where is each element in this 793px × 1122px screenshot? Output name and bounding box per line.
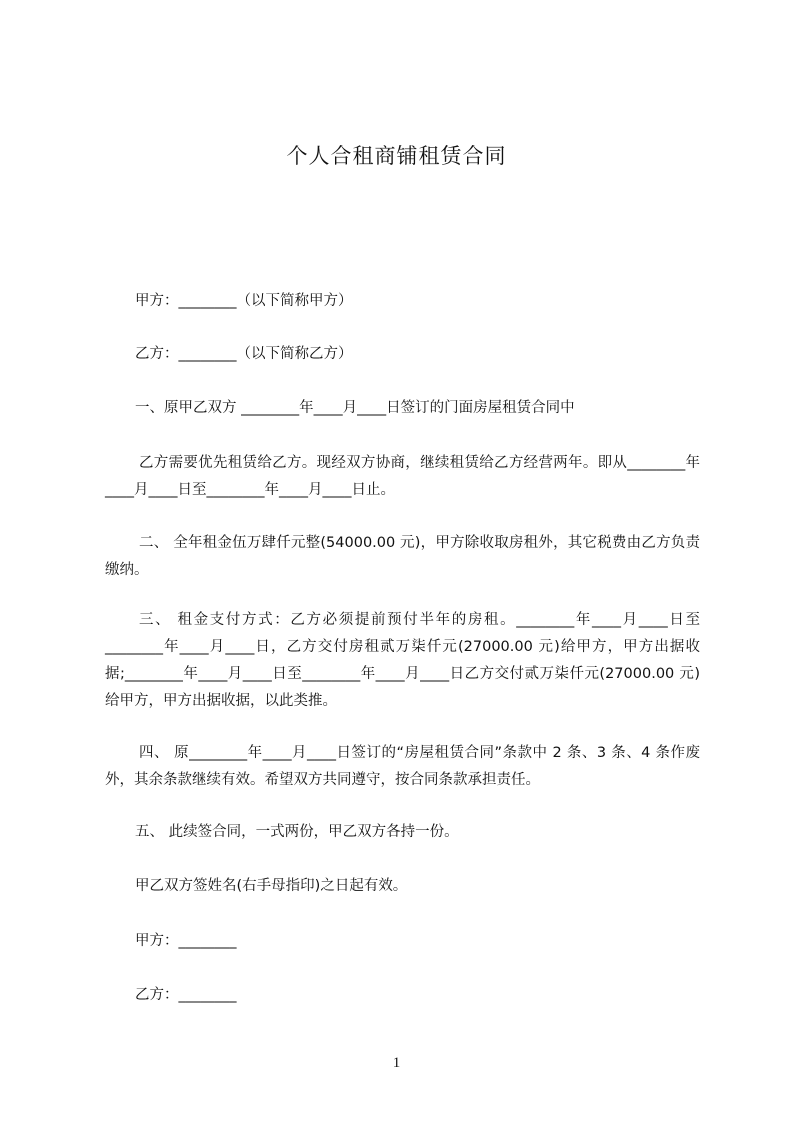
party-b-line: 乙方：________（以下简称乙方） [135,346,353,362]
clause-2: 二、 全年租金伍万肆仟元整(54000.00 元)，甲方除收取房租外，其它税费由乙方负责缴纳。 [105,535,700,578]
page-number: 1 [392,1055,401,1071]
document-title: 个人合租商铺租赁合同 [286,144,507,168]
clause-1-body: 乙方需要优先租赁给乙方。现经双方协商，继续租赁给乙方经营两年。即从________年____月____日至________年____月____日止。 [105,455,700,498]
clause-5: 五、 此续签合同，一式两份，甲乙双方各持一份。 [135,824,459,840]
effective-statement: 甲乙双方签姓名(右手母指印)之日起有效。 [135,878,408,894]
party-a-line: 甲方：________（以下简称甲方） [135,293,353,309]
clause-3: 三、 租金支付方式：乙方必须提前预付半年的房租。________年____月____日至________年____月____日，乙方交付房租贰万柒仟元(27000.00 元)给甲方，甲方出据收据;________年____月____日至________年____月____日乙方交付贰万柒仟元(27000.00 元)给甲方，甲方出据收据，以此类推。 [105,612,700,709]
signature-party-a: 甲方：________ [135,933,237,949]
signature-party-b: 乙方：________ [135,987,237,1003]
clause-4: 四、 原________年____月____日签订的“房屋租赁合同”条款中 2 条、3 条、4 条作废外，其余条款继续有效。希望双方共同遵守，按合同条款承担责任。 [105,745,700,788]
clause-1-heading: 一、原甲乙双方 ________年____月____日签订的门面房屋租赁合同中 [135,400,575,416]
